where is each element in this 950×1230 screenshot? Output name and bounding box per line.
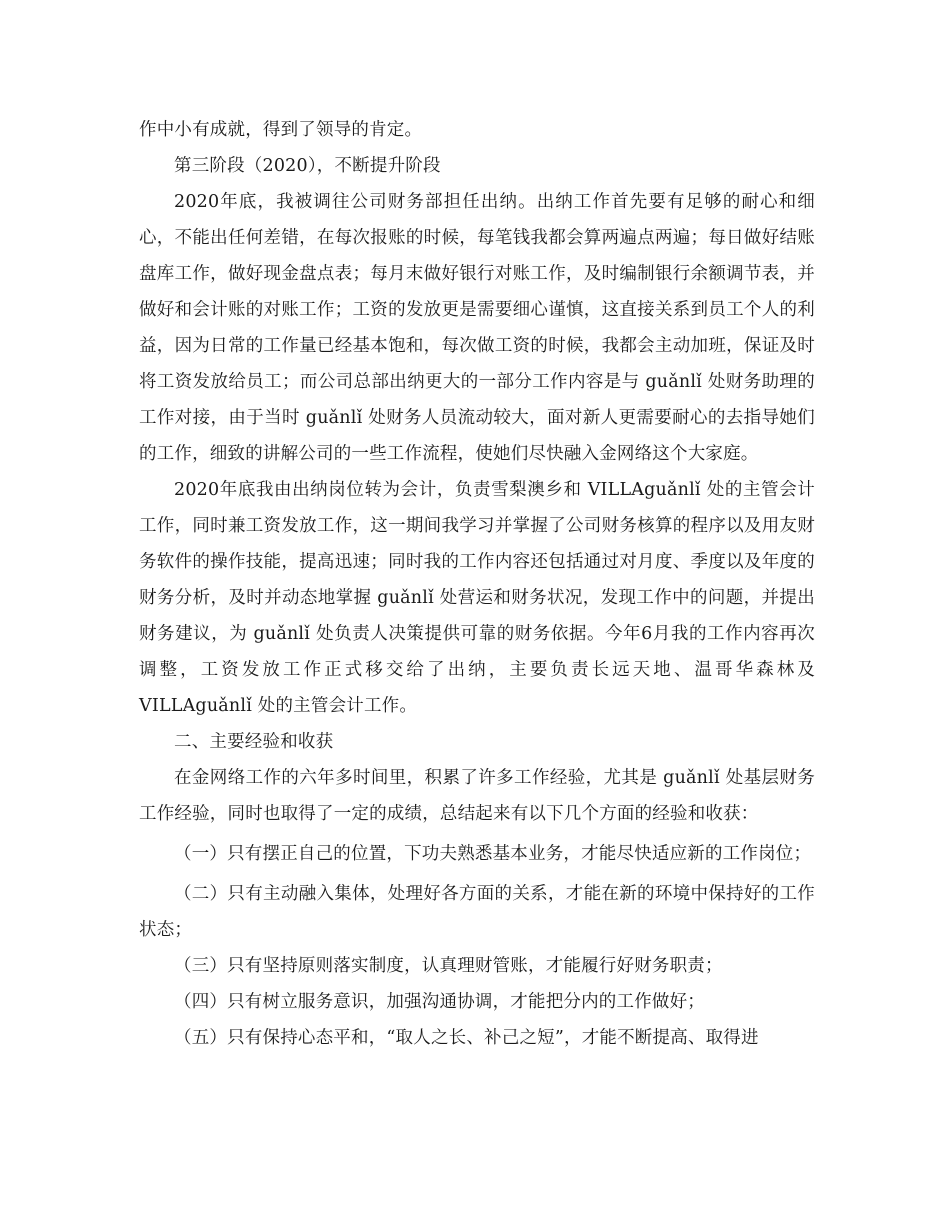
list-item-three: （三）只有坚持原则落实制度，认真理财管账，才能履行好财务职责；	[174, 956, 723, 976]
list-item-one: （一）只有摆正自己的位置，下功夫熟悉基本业务，才能尽快适应新的工作岗位；	[174, 844, 812, 864]
list-item-five: （五）只有保持心态平和，“取人之长、补己之短”，才能不断提高、取得进	[174, 1028, 759, 1048]
paragraph-continuation: 作中小有成就，得到了领导的肯定。	[139, 120, 423, 140]
document-body	[139, 112, 815, 1056]
paragraph-accountant-work: 2020年底我由出纳岗位转为会计，负责雪梨澳乡和 VILLAguǎnlǐ 处的主管会计工作，同时兼工资发放工作，这一期间我学习并掌握了公司财务核算的程序以及用友财务软件的操作技能，提高迅速；同时我的工作内容还包括通过对月度、季度以及年度的财务分析，及时并动态地掌握 guǎnlǐ 处营运和财务状况，发现工作中的问题，并提出财务建议，为 guǎnlǐ 处负责人决策提供可靠的财务依据。今年6月我的工作内容再次调整，工资发放工作正式移交给了出纳，主要负责长远天地、温哥华森林及 VILLAguǎnlǐ 处的主管会计工作。	[139, 480, 815, 716]
list-item-four: （四）只有树立服务意识，加强沟通协调，才能把分内的工作做好；	[174, 992, 705, 1012]
paragraph-experience-intro: 在金网络工作的六年多时间里，积累了许多工作经验，尤其是 guǎnlǐ 处基层财务工作经验，同时也取得了一定的成绩，总结起来有以下几个方面的经验和收获：	[139, 768, 815, 824]
section-heading-experience: 二、主要经验和收获	[174, 732, 334, 752]
section-heading-stage-three: 第三阶段（2020），不断提升阶段	[174, 156, 441, 176]
list-item-two: （二）只有主动融入集体，处理好各方面的关系，才能在新的环境中保持好的工作状态；	[139, 884, 815, 940]
paragraph-cashier-work: 2020年底，我被调往公司财务部担任出纳。出纳工作首先要有足够的耐心和细心，不能出任何差错，在每次报账的时候，每笔钱我都会算两遍点两遍；每日做好结账盘库工作，做好现金盘点表；每月末做好银行对账工作，及时编制银行余额调节表，并做好和会计账的对账工作；工资的发放更是需要细心谨慎，这直接关系到员工个人的利益，因为日常的工作量已经基本饱和，每次做工资的时候，我都会主动加班，保证及时将工资发放给员工；而公司总部出纳更大的一部分工作内容是与 guǎnlǐ 处财务助理的工作对接，由于当时 guǎnlǐ 处财务人员流动较大，面对新人更需要耐心的去指导她们的工作，细致的讲解公司的一些工作流程，使她们尽快融入金网络这个大家庭。	[139, 192, 815, 464]
